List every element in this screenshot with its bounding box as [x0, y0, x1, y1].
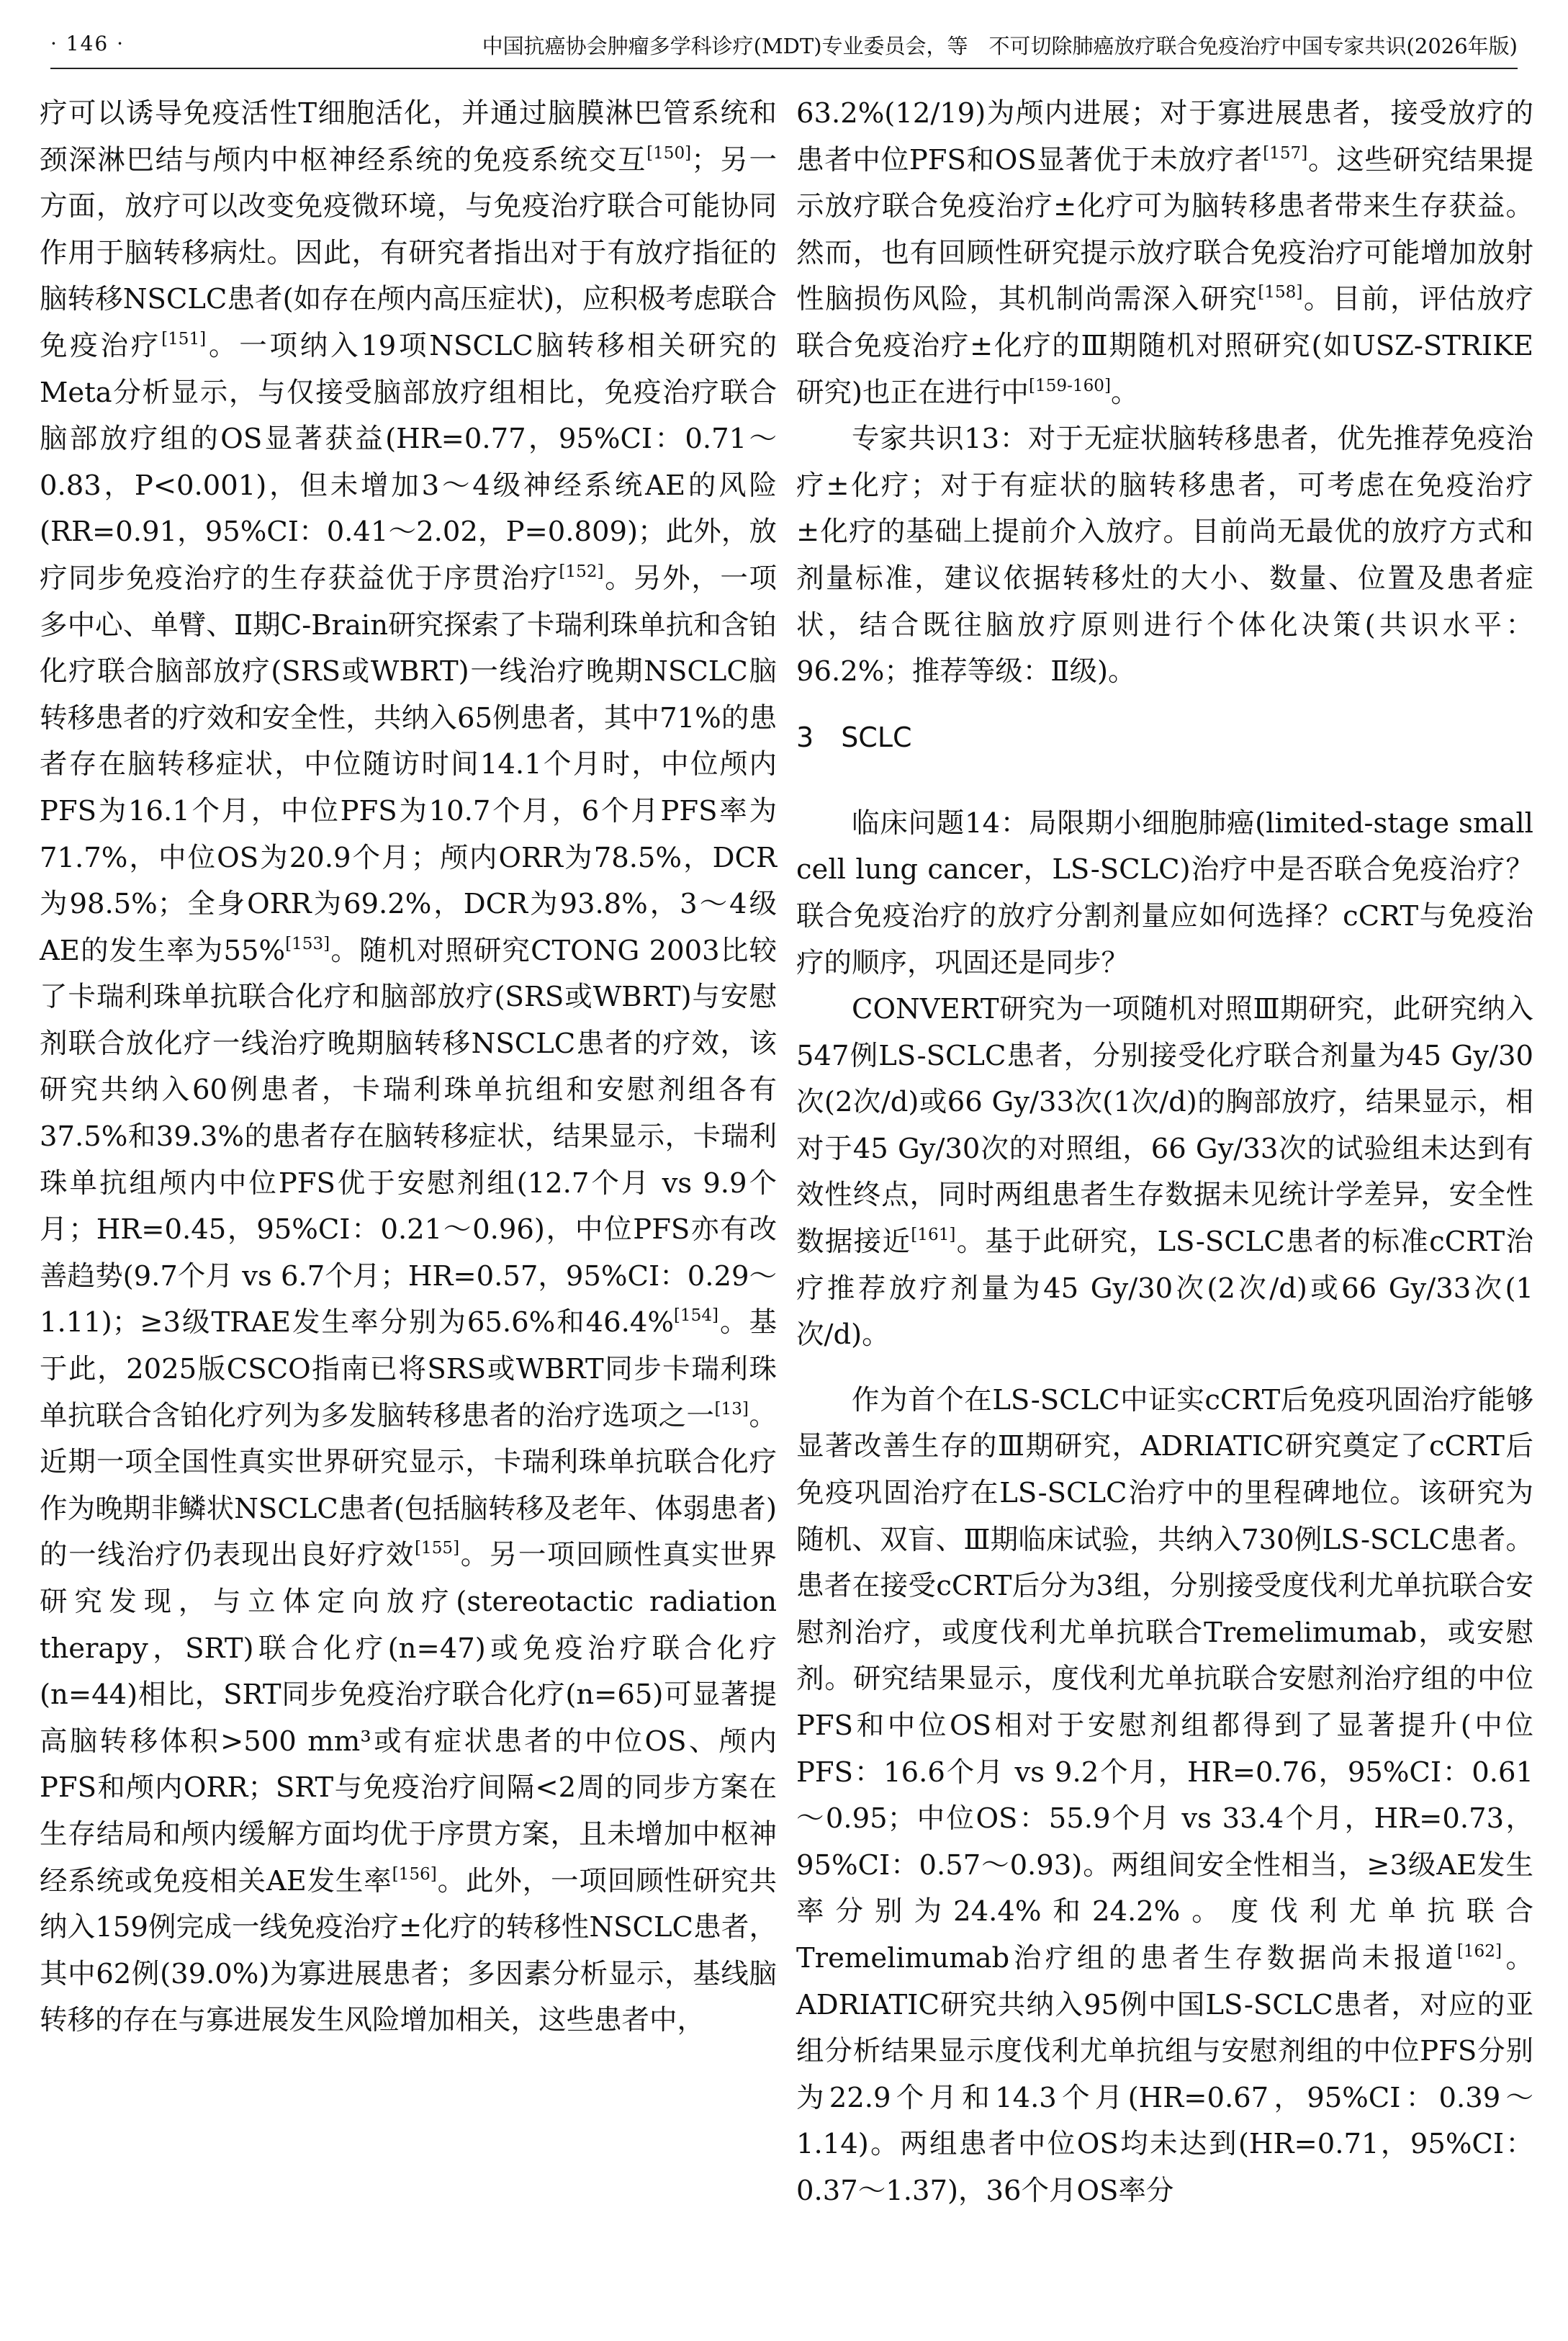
- text-segment: 。基于此研究，LS-SCLC患者的标准cCRT治疗推荐放疗剂量为45 Gy/30次(2次/d)或66 Gy/33次(1次/d)。: [796, 1226, 1533, 1352]
- section-heading: [796, 714, 1533, 760]
- right-column: [796, 91, 1533, 2215]
- text-segment: ；另一方面，放疗可以改变免疫微环境，与免疫治疗联合可能协同作用于脑转移病灶。因此，有研究者指出对于有放疗指征的脑转移NSCLC患者(如存在颅内高压症状)，应积极考虑联合免疫治疗: [40, 143, 777, 362]
- section-title: SCLC: [841, 721, 912, 753]
- text-segment: 。目前，评估放疗联合免疫治疗±化疗的Ⅲ期随机对照研究(如USZ-STRIKE研究)也正在进行中: [796, 283, 1533, 409]
- text-segment: 。这些研究结果提示放疗联合免疫治疗±化疗可为脑转移患者带来生存获益。然而，也有回顾性研究提示放疗联合免疫治疗可能增加放射性脑损伤风险，其机制尚需深入研究: [796, 143, 1533, 316]
- text-segment: 作为首个在LS-SCLC中证实cCRT后免疫巩固治疗能够显著改善生存的Ⅲ期研究，ADRIATIC研究奠定了cCRT后免疫巩固治疗在LS-SCLC治疗中的里程碑地位。该研究为随机、双盲、Ⅲ期临床试验，共纳入730例LS-SCLC患者。患者在接受cCRT后分为3组，分别接受度伐利尤单抗联合安慰剂治疗，或度伐利尤单抗联合Tremelimumab，或安慰剂。研究结果显示，度伐利尤单抗联合安慰剂治疗组的中位PFS和中位OS相对于安慰剂组都得到了显著提升(中位PFS：16.6个月 vs 9.2个月，HR=0.76，95%CI：0.61～0.95；中位OS：55.9个月 vs 33.4个月，HR=0.73，95%CI：0.57～0.93)。两组间安全性相当，≥3级AE发生率分别为24.4%和24.2%。度伐利尤单抗联合Tremelimumab治疗组的患者生存数据尚未报道: [796, 1383, 1533, 1974]
- citation: [154]: [673, 1306, 719, 1326]
- citation: [162]: [1456, 1941, 1502, 1961]
- text-segment: 。近期一项全国性真实世界研究显示，卡瑞利珠单抗联合化疗作为晚期非鳞状NSCLC患者(包括脑转移及老年、体弱患者)的一线治疗仍表现出良好疗效: [40, 1399, 777, 1572]
- citation: [158]: [1258, 283, 1303, 302]
- section-number: 3: [796, 721, 814, 753]
- text-segment: 。随机对照研究CTONG 2003比较了卡瑞利珠单抗联合化疗和脑部放疗(SRS或WBRT)与安慰剂联合放化疗一线治疗晚期脑转移NSCLC患者的疗效，该研究共纳入60例患者，卡瑞利珠单抗组和安慰剂组各有37.5%和39.3%的患者存在脑转移症状，结果显示，卡瑞利珠单抗组颅内中位PFS优于安慰剂组(12.7个月 vs 9.9个月；HR=0.45，95%CI：0.21～0.96)，中位PFS亦有改善趋势(9.7个月 vs 6.7个月；HR=0.57，95%CI：0.29～1.11)；≥3级TRAE发生率分别为65.6%和46.4%: [40, 934, 777, 1339]
- text-segment: CONVERT研究为一项随机对照Ⅲ期研究，此研究纳入547例LS-SCLC患者，分别接受化疗联合剂量为45 Gy/30次(2次/d)或66 Gy/33次(1次/d)的胸部放疗，结果显示，相对于45 Gy/30次的对照组，66 Gy/33次的试验组未达到有效性终点，同时两组患者生存数据未见统计学差异，安全性数据接近: [796, 993, 1533, 1259]
- page-header: [50, 27, 1518, 69]
- citation: [151]: [161, 329, 207, 349]
- text-segment: 。基于此，2025版CSCO指南已将SRS或WBRT同步卡瑞利珠单抗联合含铂化疗列为多发脑转移患者的治疗选项之一: [40, 1306, 777, 1432]
- citation: [161]: [911, 1226, 956, 1245]
- page-number: · 146 ·: [50, 32, 125, 55]
- running-title: 中国抗癌协会肿瘤多学科诊疗(MDT)专业委员会，等 不可切除肺癌放疗联合免疫治疗中国专家共识(2026年版): [482, 34, 1518, 58]
- citation: [152]: [559, 562, 604, 581]
- citation: [157]: [1263, 143, 1308, 163]
- clinical-question-14: 临床问题14：局限期小细胞肺癌(limited-stage small cell lung cancer，LS-SCLC)治疗中是否联合免疫治疗？联合免疫治疗的放疗分割剂量应如何选择？cCRT与免疫治疗的顺序，巩固还是同步？: [796, 806, 1533, 979]
- text-segment: 疗可以诱导免疫活性T细胞活化，并通过脑膜淋巴管系统和颈深淋巴结与颅内中枢神经系统的免疫系统交互: [40, 97, 777, 176]
- text-segment: 63.2%(12/19)为颅内进展；对于寡进展患者，接受放疗的患者中位PFS和OS显著优于未放疗者: [796, 97, 1533, 176]
- text-segment: 。一项纳入19项NSCLC脑转移相关研究的Meta分析显示，与仅接受脑部放疗组相比，免疫治疗联合脑部放疗组的OS显著获益(HR=0.77，95%CI：0.71～0.83，P<0.001)，但未增加3～4级神经系统AE的风险(RR=0.91，95%CI：0.41～2.02，P=0.809)；此外，放疗同步免疫治疗的生存获益优于序贯治疗: [40, 329, 777, 595]
- citation: [153]: [285, 934, 330, 953]
- paragraph-adriatic: [796, 1378, 1533, 2215]
- citation: [156]: [392, 1864, 437, 1884]
- text-segment: 。另一项回顾性真实世界研究发现，与立体定向放疗(stereotactic radiation therapy，SRT)联合化疗(n=47)或免疫治疗联合化疗(n=44)相比，SRT同步免疫治疗联合化疗(n=65)可显著提高脑转移体积>500 mm³或有症状患者的中位OS、颅内PFS和颅内ORR；SRT与免疫治疗间隔<2周的同步方案在生存结局和颅内缓解方面均优于序贯方案，且未增加中枢神经系统或免疫相关AE发生率: [40, 1539, 777, 1897]
- paragraph-brain-metastasis: [40, 91, 777, 2044]
- text-segment: 。ADRIATIC研究共纳入95例中国LS-SCLC患者，对应的亚组分析结果显示度伐利尤单抗组与安慰剂组的中位PFS分别为22.9个月和14.3个月(HR=0.67，95%CI：0.39～1.14)。两组患者中位OS均未达到(HR=0.71，95%CI：0.37～1.37)，36个月OS率分: [796, 1941, 1533, 2207]
- citation: [159-160]: [1029, 376, 1112, 395]
- text-segment: 。此外，一项回顾性研究共纳入159例完成一线免疫治疗±化疗的转移性NSCLC患者，其中62例(39.0%)为寡进展患者；多因素分析显示，基线脑转移的存在与寡进展发生风险增加相关，这些患者中，: [40, 1864, 777, 2037]
- text-segment: 。另外，一项多中心、单臂、Ⅱ期C-Brain研究探索了卡瑞利珠单抗和含铂化疗联合脑部放疗(SRS或WBRT)一线治疗晚期NSCLC脑转移患者的疗效和安全性，共纳入65例患者，其中71%的患者存在脑转移症状，中位随访时间14.1个月时，中位颅内PFS为16.1个月，中位PFS为10.7个月，6个月PFS率为71.7%，中位OS为20.9个月；颅内ORR为78.5%，DCR为98.5%；全身ORR为69.2%，DCR为93.8%，3～4级AE的发生率为55%: [40, 562, 777, 967]
- citation: [150]: [646, 143, 692, 163]
- left-column: [40, 91, 777, 2044]
- citation: [155]: [415, 1539, 460, 1558]
- citation: [13]: [714, 1399, 749, 1419]
- paragraph-convert: [796, 987, 1533, 1359]
- expert-consensus-13: 专家共识13：对于无症状脑转移患者，优先推荐免疫治疗±化疗；对于有症状的脑转移患者，可考虑在免疫治疗±化疗的基础上提前介入放疗。目前尚无最优的放疗方式和剂量标准，建议依据转移灶的大小、数量、位置及患者症状，结合既往脑放疗原则进行个体化决策(共识水平：96.2%；推荐等级：Ⅱ级)。: [796, 423, 1533, 688]
- paragraph-continuation: [796, 91, 1533, 416]
- text-segment: 。: [1111, 376, 1139, 409]
